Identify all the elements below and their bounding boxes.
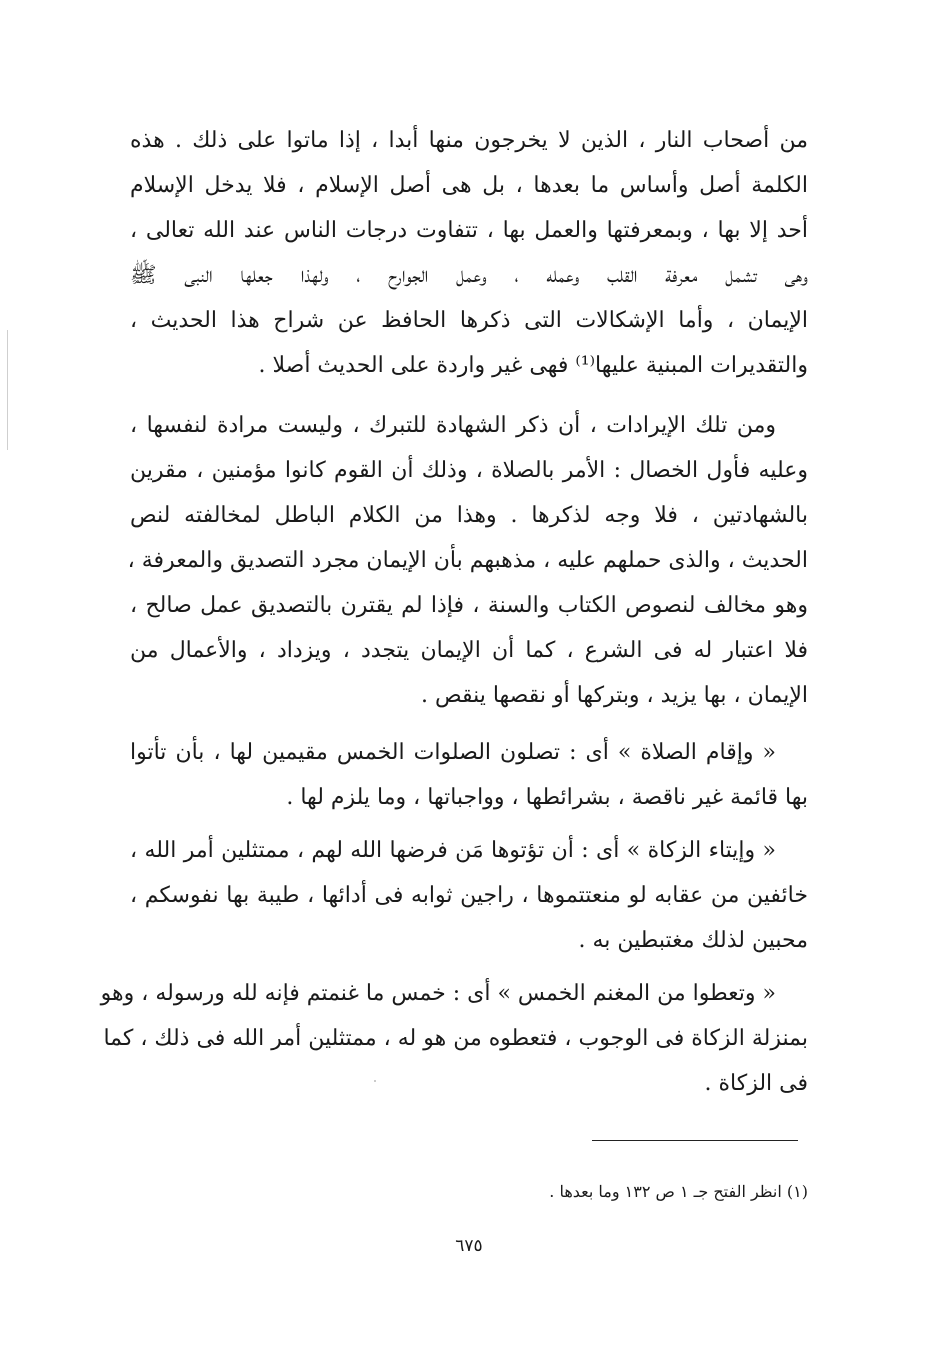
text-line: خائفين من عقابه لو منعتتموها ، راجين ثوابه فى أدائها ، طيبة بها نفوسكم ، <box>130 883 808 908</box>
text-line: الإيمان ، وأما الإشكالات التى ذكرها الحافظ عن شراح هذا الحديث ، <box>130 308 808 333</box>
page-number: ٦٧٥ <box>455 1236 483 1256</box>
paragraph-2 <box>127 403 808 718</box>
paragraph-3 <box>130 730 808 820</box>
scan-speck <box>374 1080 376 1082</box>
paragraph-4 <box>130 828 808 963</box>
text-line: وهى تشمل معرفة القلب وعمله ، وعمل الجوارح ، ولهذا جعلها النبى ﷺ <box>130 263 808 288</box>
text-line: « وتعطوا من المغنم الخمس » أى : خمس ما غنمتم فإنه لله ورسوله ، وهو <box>100 981 776 1006</box>
text-line: الإيمان ، بها يزيد ، وبتركها أو نقصها ينقص . <box>421 683 808 708</box>
footnote: (١) انظر الفتح جـ ١ ص ١٣٢ وما بعدها . <box>549 1182 808 1201</box>
text-line: وهو مخالف لنصوص الكتاب والسنة ، فإذا لم يقترن بالتصديق عمل صالح ، <box>130 593 808 618</box>
paragraph-1 <box>130 118 808 388</box>
paragraph-5 <box>100 971 808 1106</box>
text-line: بها قائمة غير ناقصة ، بشرائطها ، وواجباتها ، وما يلزم لها . <box>286 785 808 810</box>
text-line: فلا اعتبار له فى الشرع ، كما أن الإيمان يتجدد ، ويزداد ، والأعمال من <box>130 638 808 663</box>
text-line: من أصحاب النار ، الذين لا يخرجون منها أبدا ، إذا ماتوا على ذلك . هذه <box>130 128 808 153</box>
margin-line <box>7 330 8 450</box>
text-line: محبين لذلك مغتبطين به . <box>578 928 808 953</box>
text-line: « وإيتاء الزكاة » أى : أن تؤتوها مَن فرضها الله لهم ، ممتثلين أمر الله ، <box>130 838 776 863</box>
text-line: فى الزكاة . <box>704 1071 808 1096</box>
text-line: « وإقام الصلاة » أى : تصلون الصلوات الخمس مقيمين لها ، بأن تأتوا <box>130 740 776 765</box>
text-line: ومن تلك الإيرادات ، أن ذكر الشهادة للتبرك ، وليست مرادة لنفسها ، <box>130 413 776 438</box>
text-line: الحديث ، والذى حملهم عليه ، مذهبهم بأن الإيمان مجرد التصديق والمعرفة ، <box>127 548 808 573</box>
text-line: والتقديرات المبنية عليها⁽¹⁾ فهى غير واردة على الحديث أصلا . <box>258 353 808 378</box>
text-line: أحد إلا بها ، وبمعرفتها والعمل بها ، تتفاوت درجات الناس عند الله تعالى ، <box>130 218 808 243</box>
text-line: الكلمة أصل وأساس ما بعدها ، بل هى أصل الإسلام ، فلا يدخل الإسلام <box>130 173 808 198</box>
text-line: بالشهادتين ، فلا وجه لذكرها . وهذا من الكلام الباطل لمخالفته لنص <box>130 503 808 528</box>
footnote-separator <box>592 1140 798 1141</box>
text-line: وعليه فأول الخصال : الأمر بالصلاة ، وذلك أن القوم كانوا مؤمنين ، مقرين <box>130 458 808 483</box>
text-line: بمنزلة الزكاة فى الوجوب ، فتعطوه من هو له ، ممتثلين أمر الله فى ذلك ، كما <box>103 1026 808 1051</box>
